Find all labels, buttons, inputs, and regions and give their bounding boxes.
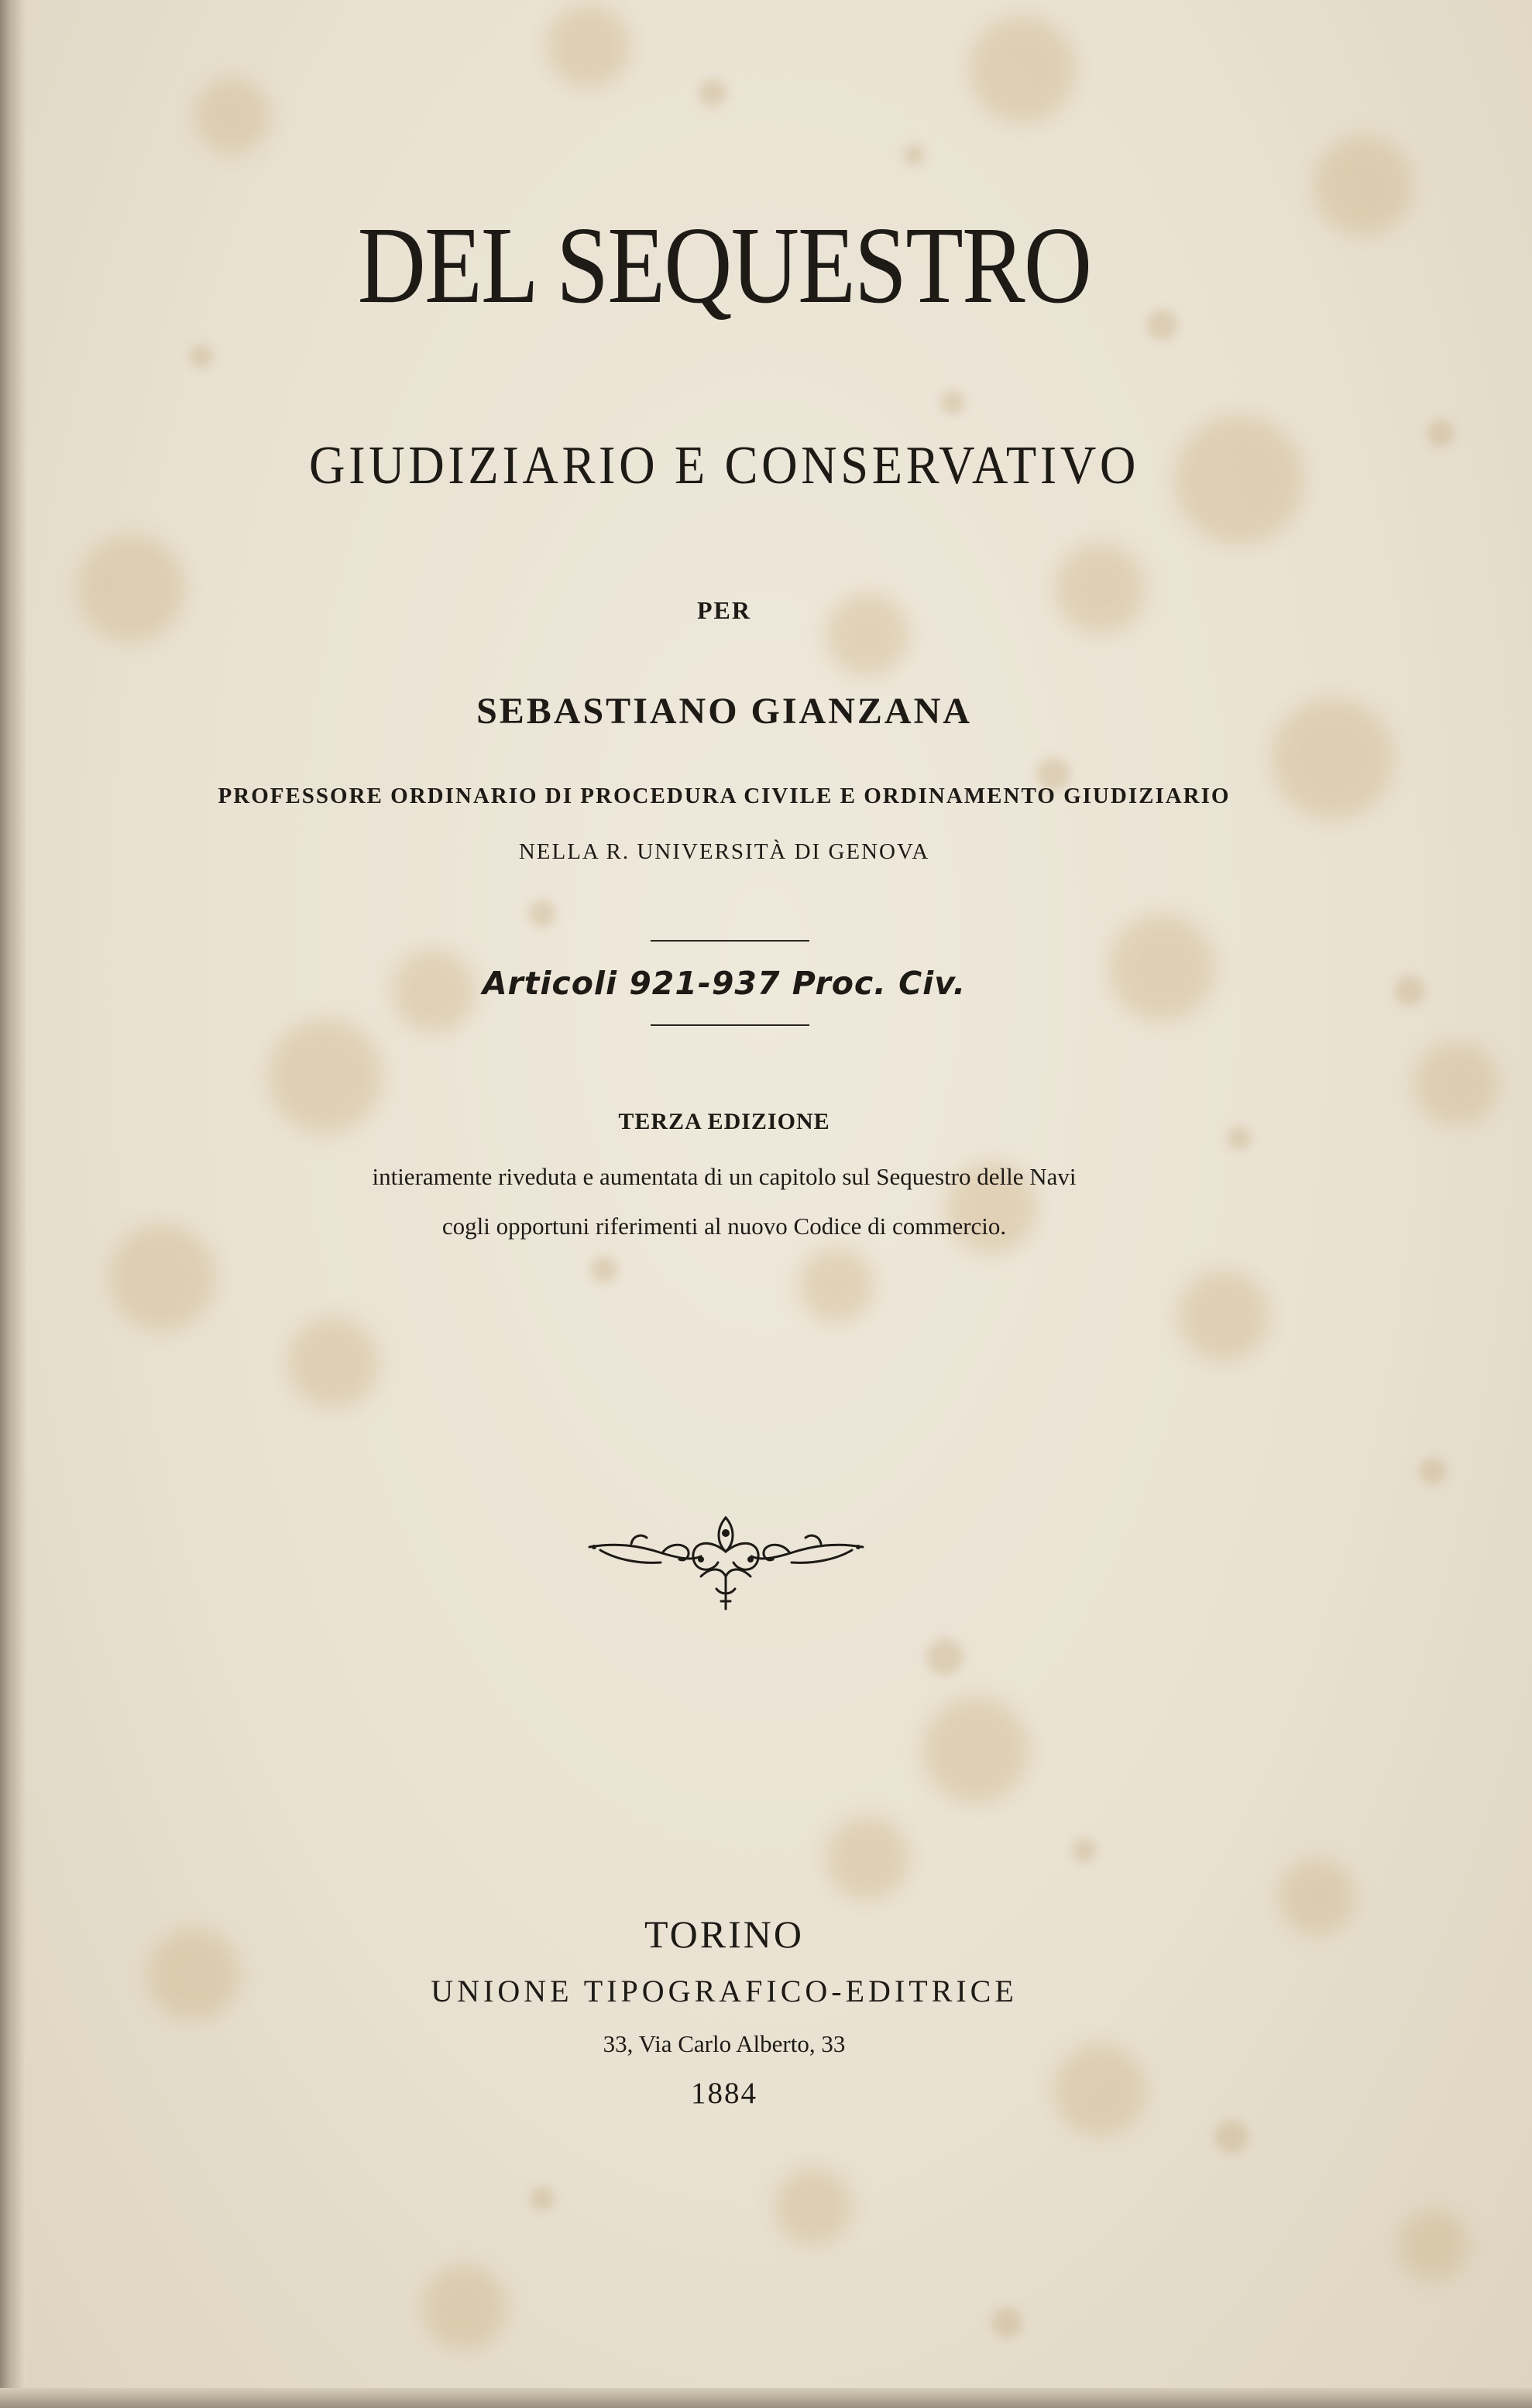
articles-reference: Articoli 921-937 Proc. Civ. (482, 965, 967, 1002)
page-bottom-edge (0, 2388, 1532, 2408)
book-title: DEL SEQUESTRO (357, 204, 1091, 326)
imprint-publisher: UNIONE TIPOGRAFICO-EDITRICE (431, 1974, 1018, 2008)
author-name: SEBASTIANO GIANZANA (476, 691, 972, 732)
author-affiliation-line-2: NELLA R. UNIVERSITÀ DI GENOVA (518, 839, 930, 864)
edition-note-line-1: intieramente riveduta e aumentata di un capitolo sul Sequestro delle Navi (372, 1163, 1077, 1190)
divider-rule-bottom (651, 1024, 809, 1026)
imprint-address: 33, Via Carlo Alberto, 33 (603, 2030, 846, 2057)
byline-per: PER (697, 596, 751, 624)
imprint-city: TORINO (644, 1912, 804, 1956)
edition-heading: TERZA EDIZIONE (618, 1109, 830, 1134)
edition-note-line-2: cogli opportuni riferimenti al nuovo Codice di commercio. (441, 1213, 1007, 1240)
author-affiliation-line-1: PROFESSORE ORDINARIO DI PROCEDURA CIVILE E ORDINAMENTO GIUDIZIARIO (218, 784, 1231, 808)
book-subtitle: GIUDIZIARIO E CONSERVATIVO (308, 436, 1140, 496)
divider-rule-top (651, 940, 809, 942)
fleuron-ornament-icon (585, 1502, 867, 1618)
imprint-year: 1884 (691, 2077, 757, 2110)
